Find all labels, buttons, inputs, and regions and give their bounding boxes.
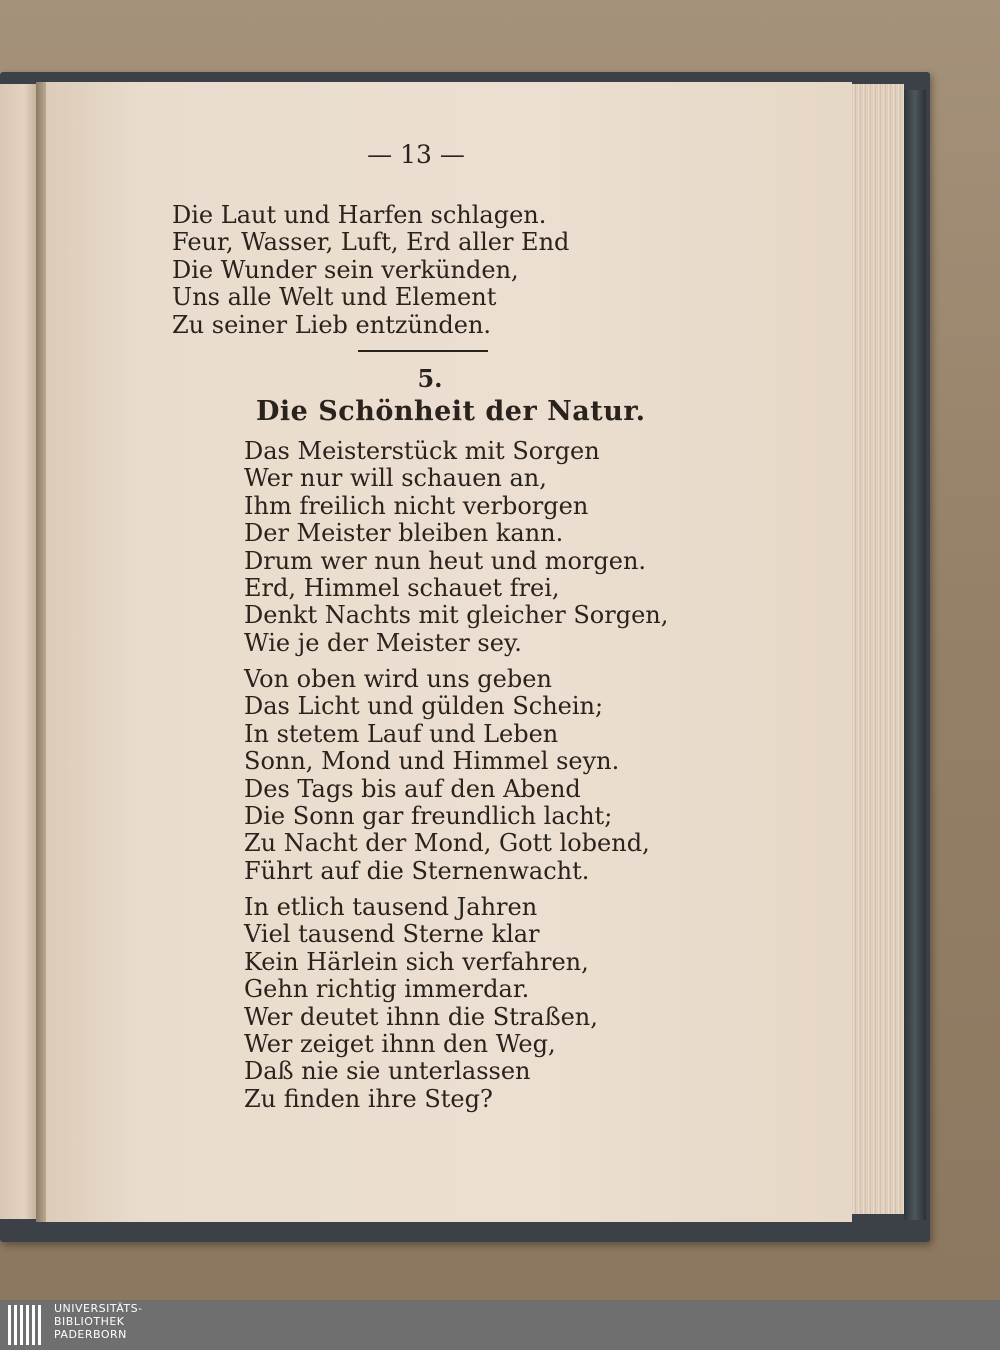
verse-line: Die Laut und Harfen schlagen. <box>172 201 547 229</box>
verse-line: Kein Härlein sich verfahren, <box>244 947 589 976</box>
verse-line: Denkt Nachts mit gleicher Sorgen, <box>244 601 669 630</box>
verse-line: Der Meister bleiben kann. <box>244 519 564 548</box>
library-logo-icon <box>6 1303 46 1347</box>
section-title: Die Schönheit der Natur. <box>256 396 646 427</box>
verse-line: Erd, Himmel schauet frei, <box>244 574 560 603</box>
page-edges <box>852 84 904 1214</box>
verse-line: Drum wer nun heut und morgen. <box>244 546 647 575</box>
verse-line: Das Meisterstück mit Sorgen <box>244 437 600 465</box>
section-divider <box>358 350 488 352</box>
verse-line: Von oben wird uns geben <box>244 665 552 693</box>
verse-line: Feur, Wasser, Luft, Erd aller End <box>172 228 570 257</box>
verse-line: Uns alle Welt und Element <box>172 283 497 312</box>
stanza-1 <box>244 438 668 657</box>
verse-line: Die Sonn gar freundlich lacht; <box>244 802 613 831</box>
verse-line: Die Wunder sein verkünden, <box>172 255 519 284</box>
verse-line: Daß nie sie unterlassen <box>244 1057 531 1086</box>
verse-line: Zu Nacht der Mond, Gott lobend, <box>244 829 650 858</box>
verse-line: Gehn richtig immerdar. <box>244 975 530 1004</box>
section-number: 5. <box>417 364 443 393</box>
left-page-edge <box>0 84 40 1219</box>
logo-line: BIBLIOTHEK <box>54 1315 125 1328</box>
verse-line: Viel tausend Sterne klar <box>244 920 540 949</box>
verse-line: Führt auf die Sternenwacht. <box>244 856 590 885</box>
verse-line: Des Tags bis auf den Abend <box>244 774 581 803</box>
verse-line: Zu seiner Lieb entzünden. <box>172 310 492 339</box>
verse-line: Wer zeiget ihnn den Weg, <box>244 1030 556 1059</box>
page-number: — 13 — <box>367 140 465 169</box>
logo-line: UNIVERSITÄTS- <box>54 1302 143 1315</box>
verse-line: Sonn, Mond und Himmel seyn. <box>244 747 620 776</box>
library-footer-bar <box>0 1300 1000 1350</box>
stanza-2 <box>244 666 650 885</box>
verse-line: Wer nur will schauen an, <box>244 464 547 493</box>
logo-line: PADERBORN <box>54 1328 127 1341</box>
library-logo-text <box>54 1302 143 1341</box>
verse-line: Zu finden ihre Steg? <box>244 1084 493 1113</box>
verse-line: Wer deutet ihnn die Straßen, <box>244 1002 598 1031</box>
verse-line: In etlich tausend Jahren <box>244 893 538 921</box>
verse-block-top <box>172 202 569 339</box>
verse-line: Das Licht und gülden Schein; <box>244 692 604 721</box>
verse-line: Wie je der Meister sey. <box>244 628 522 657</box>
stanza-3 <box>244 894 598 1113</box>
book-spine <box>904 90 926 1220</box>
verse-line: Ihm freilich nicht verborgen <box>244 491 589 520</box>
verse-line: In stetem Lauf und Leben <box>244 719 559 748</box>
